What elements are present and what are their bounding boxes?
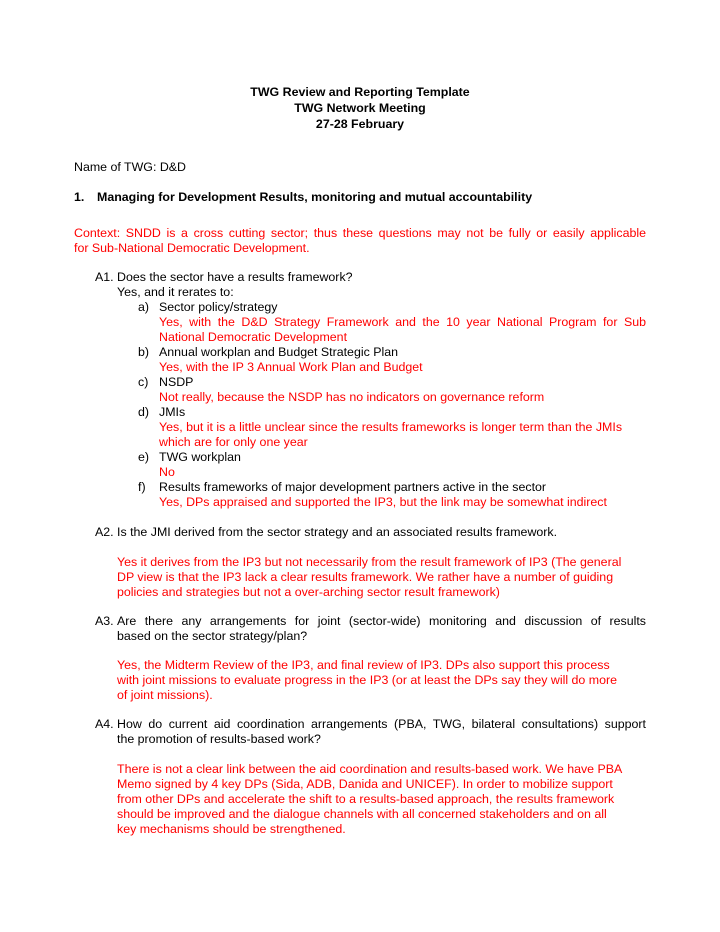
item-d-answer xyxy=(159,420,646,450)
question-a1-intro: Yes, and it rerates to: xyxy=(117,285,234,299)
item-a-answer-line-2: National Democratic Development xyxy=(159,330,348,344)
item-b-text: Annual workplan and Budget Strategic Plan xyxy=(159,345,399,359)
a4-answer-line-2: Memo signed by 4 key DPs (Sida, ADB, Danida and UNICEF). In order to mobilize support xyxy=(117,777,613,791)
a3-answer-line-3: of joint missions). xyxy=(117,688,213,702)
a4-question-line-1: How do current aid coordination arrangements (PBA, TWG, bilateral consultations) support xyxy=(117,717,646,731)
a4-answer-line-4: should be improved and the dialogue channels with all concerned stakeholders and on all xyxy=(117,807,607,821)
a2-answer-line-2: DP view is that the IP3 lack a clear results framework. We rather have a number of guiding xyxy=(117,570,614,584)
item-e-label: e) xyxy=(138,450,150,464)
item-f-text: Results frameworks of major development partners active in the sector xyxy=(159,480,547,494)
a4-question-line-2: the promotion of results-based work? xyxy=(117,732,321,746)
a4-answer-line-5: key mechanisms should be strengthened. xyxy=(117,822,346,836)
item-d-label: d) xyxy=(138,405,150,419)
question-a3-answer xyxy=(117,658,646,703)
question-a3-text xyxy=(117,614,646,644)
meeting-title: TWG Network Meeting xyxy=(294,101,426,115)
item-b-answer: Yes, with the IP 3 Annual Work Plan and Budget xyxy=(159,360,423,374)
a4-answer-line-3: from other DPs and accelerate the shift to a results-based approach, the results framework xyxy=(117,792,615,806)
item-d-answer-line-1: Yes, but it is a little unclear since the results frameworks is longer term than the JMIs xyxy=(159,420,623,434)
item-f-answer: Yes, DPs appraised and supported the IP3, but the link may be somewhat indirect xyxy=(159,495,607,509)
question-a3-label: A3. xyxy=(95,614,114,628)
item-d-answer-line-2: which are for only one year xyxy=(159,435,308,449)
twg-name: Name of TWG: D&D xyxy=(74,160,186,174)
a3-answer-line-1: Yes, the Midterm Review of the IP3, and final review of IP3. DPs also support this process xyxy=(117,658,610,672)
item-e-text: TWG workplan xyxy=(159,450,241,464)
item-c-label: c) xyxy=(138,375,149,389)
item-c-answer: Not really, because the NSDP has no indicators on governance reform xyxy=(159,390,545,404)
document-title: TWG Review and Reporting Template xyxy=(250,85,470,99)
question-a4-text xyxy=(117,717,646,747)
question-a2-label: A2. xyxy=(95,525,114,539)
item-d-text: JMIs xyxy=(159,405,186,419)
a3-answer-line-2: with joint missions to evaluate progress in the IP3 (or at least the DPs say they will do more xyxy=(117,673,617,687)
item-b-label: b) xyxy=(138,345,150,359)
context-paragraph xyxy=(74,226,646,256)
item-f-label: f) xyxy=(138,480,146,494)
item-e-answer: No xyxy=(159,465,175,479)
item-a-answer-line-1: Yes, with the D&D Strategy Framework and the 10 year National Program for Sub xyxy=(159,315,646,329)
item-a-answer xyxy=(159,315,646,345)
item-c-text: NSDP xyxy=(159,375,194,389)
meeting-date: 27-28 February xyxy=(315,117,405,131)
a3-question-line-1: Are there any arrangements for joint (sector-wide) monitoring and discussion of results xyxy=(117,614,646,628)
a4-answer-line-1: There is not a clear link between the aid coordination and results-based work. We have PBA xyxy=(117,762,623,776)
question-a2-text: Is the JMI derived from the sector strategy and an associated results framework. xyxy=(117,525,558,539)
question-a1-label: A1. xyxy=(95,270,114,284)
item-a-label: a) xyxy=(138,300,150,314)
section-title: Managing for Development Results, monitoring and mutual accountability xyxy=(97,190,533,204)
context-line-1: Context: SNDD is a cross cutting sector; thus these questions may not be fully or easily applicable xyxy=(74,226,646,240)
question-a4-answer xyxy=(117,762,646,837)
question-a4-label: A4. xyxy=(95,717,114,731)
a2-answer-line-3: policies and strategies but not a over-arching sector result framework) xyxy=(117,585,500,599)
item-a-text: Sector policy/strategy xyxy=(159,300,278,314)
question-a2-answer xyxy=(117,555,646,600)
question-a1-text: Does the sector have a results framework? xyxy=(117,270,353,284)
a2-answer-line-1: Yes it derives from the IP3 but not necessarily from the result framework of IP3 (The general xyxy=(117,555,622,569)
a3-question-line-2: based on the sector strategy/plan? xyxy=(117,629,308,643)
section-number: 1. xyxy=(74,190,85,204)
context-line-2: for Sub-National Democratic Development. xyxy=(74,241,310,255)
